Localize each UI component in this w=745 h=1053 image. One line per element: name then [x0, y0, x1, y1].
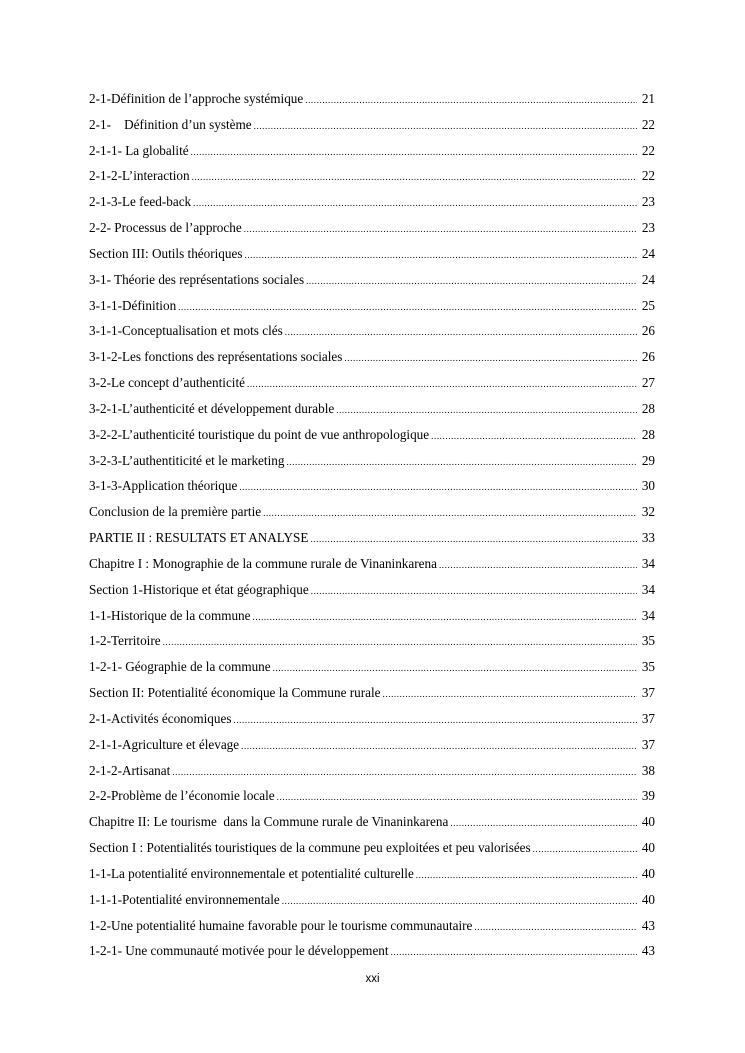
- toc-entry[interactable]: [89, 293, 655, 319]
- toc-entry[interactable]: [89, 706, 655, 732]
- toc-dot-leader: [247, 372, 637, 398]
- toc-entry-page: 40: [641, 814, 655, 830]
- toc-entry-title: 2-1-Activités économiques: [89, 710, 232, 726]
- toc-entry-page: 27: [641, 375, 655, 391]
- toc-entry[interactable]: [89, 758, 655, 784]
- toc-entry-title: 1-2-Territoire: [89, 633, 161, 649]
- toc-entry[interactable]: [89, 551, 655, 577]
- toc-entry-page: 23: [641, 220, 655, 236]
- toc-entry-page: 21: [641, 91, 655, 106]
- toc-dot-leader: [163, 630, 637, 656]
- toc-entry-title: PARTIE II : RESULTATS ET ANALYSE: [89, 530, 309, 546]
- toc-dot-leader: [282, 889, 637, 915]
- toc-entry[interactable]: [89, 422, 655, 448]
- toc-entry-title: 2-1-3-Le feed-back: [89, 194, 192, 210]
- toc-entry-title: 3-1- Théorie des représentations sociales: [89, 271, 305, 287]
- toc-entry[interactable]: [89, 473, 655, 499]
- toc-dot-leader: [344, 346, 637, 372]
- toc-entry[interactable]: [89, 525, 655, 551]
- toc-dot-leader: [178, 295, 637, 321]
- toc-entry-title: Chapitre I : Monographie de la commune rurale de Vinaninkarena: [89, 555, 437, 571]
- toc-dot-leader: [474, 915, 637, 941]
- toc-entry-page: 26: [641, 349, 655, 365]
- toc-dot-leader: [191, 140, 637, 166]
- toc-entry[interactable]: [89, 732, 655, 758]
- toc-dot-leader: [336, 398, 637, 424]
- toc-entry-title: 2-1-1- La globalité: [89, 142, 189, 158]
- toc-entry-title: Section III: Outils théoriques: [89, 245, 243, 261]
- toc-dot-leader: [233, 708, 637, 734]
- toc-entry[interactable]: [89, 913, 655, 939]
- toc-entry-title: 3-1-3-Application théorique: [89, 478, 238, 494]
- toc-entry[interactable]: [89, 809, 655, 835]
- toc-entry[interactable]: [89, 189, 655, 215]
- toc-dot-leader: [305, 88, 637, 114]
- toc-dot-leader: [254, 114, 637, 140]
- toc-entry-title: 2-2- Processus de l’approche: [89, 220, 242, 236]
- toc-entry-page: 37: [641, 736, 655, 752]
- toc-entry-title: Section I : Potentialités touristiques de la commune peu exploitées et peu valorisées: [89, 840, 531, 856]
- toc-dot-leader: [172, 760, 637, 786]
- toc-entry[interactable]: [89, 577, 655, 603]
- toc-entry-page: 38: [641, 762, 655, 778]
- toc-entry-page: 39: [641, 788, 655, 804]
- toc-entry-page: 22: [641, 142, 655, 158]
- toc-dot-leader: [273, 656, 637, 682]
- toc-entry[interactable]: [89, 267, 655, 293]
- toc-entry-page: 23: [641, 194, 655, 210]
- toc-entry[interactable]: [89, 680, 655, 706]
- toc-entry-title: 3-1-2-Les fonctions des représentations sociales: [89, 349, 343, 365]
- toc-entry-title: 1-2-Une potentialité humaine favorable pour le tourisme communautaire: [89, 917, 473, 933]
- toc-entry[interactable]: [89, 603, 655, 629]
- toc-dot-leader: [285, 320, 637, 346]
- toc-entry[interactable]: [89, 654, 655, 680]
- toc-entry-page: 43: [641, 917, 655, 933]
- toc-entry-page: 40: [641, 865, 655, 881]
- toc-dot-leader: [241, 734, 637, 760]
- toc-entry[interactable]: [89, 861, 655, 887]
- toc-dot-leader: [286, 450, 637, 476]
- toc-entry-title: 2-1-Définition de l’approche systémique: [89, 91, 304, 106]
- toc-entry-page: 25: [641, 297, 655, 313]
- toc-dot-leader: [193, 191, 637, 217]
- toc-entry[interactable]: [89, 318, 655, 344]
- toc-dot-leader: [311, 579, 637, 605]
- toc-dot-leader: [306, 269, 637, 295]
- toc-entry-page: 26: [641, 323, 655, 339]
- toc-entry-page: 30: [641, 478, 655, 494]
- toc-entry-title: Chapitre II: Le tourisme dans la Commune rurale de Vinaninkarena: [89, 814, 449, 830]
- toc-entry[interactable]: [89, 396, 655, 422]
- toc-entry-page: 33: [641, 530, 655, 546]
- toc-entry-title: Section II: Potentialité économique la Commune rurale: [89, 685, 381, 701]
- page-number: xxi: [365, 973, 380, 985]
- toc-dot-leader: [416, 863, 637, 889]
- toc-dot-leader: [244, 243, 637, 269]
- toc-entry-title: Section 1-Historique et état géographique: [89, 581, 309, 597]
- toc-entry-title: 2-2-Problème de l’économie locale: [89, 788, 275, 804]
- toc-entry-title: 1-1-1-Potentialité environnementale: [89, 891, 280, 907]
- toc-entry-title: 3-2-3-L’authentiticité et le marketing: [89, 452, 285, 468]
- toc-entry[interactable]: [89, 344, 655, 370]
- toc-entry[interactable]: [89, 241, 655, 267]
- toc-entry[interactable]: [89, 499, 655, 525]
- toc-entry[interactable]: [89, 112, 655, 138]
- toc-entry[interactable]: [89, 628, 655, 654]
- toc-entry-title: 2-1-2-L’interaction: [89, 168, 190, 184]
- toc-entry[interactable]: [89, 448, 655, 474]
- table-of-contents: [89, 86, 655, 964]
- toc-entry-page: 35: [641, 659, 655, 675]
- toc-entry-title: 3-1-1-Définition: [89, 297, 177, 313]
- toc-entry-page: 40: [641, 891, 655, 907]
- toc-entry-page: 28: [641, 426, 655, 442]
- toc-dot-leader: [450, 811, 637, 837]
- toc-dot-leader: [192, 165, 637, 191]
- toc-entry-page: 22: [641, 168, 655, 184]
- toc-entry-title: 2-1-2-Artisanat: [89, 762, 171, 778]
- toc-dot-leader: [383, 682, 637, 708]
- toc-entry-page: 40: [641, 840, 655, 856]
- toc-dot-leader: [263, 501, 637, 527]
- toc-entry[interactable]: [89, 215, 655, 241]
- toc-entry-page: 29: [641, 452, 655, 468]
- toc-dot-leader: [253, 605, 637, 631]
- toc-entry-page: 34: [641, 555, 655, 571]
- toc-entry-title: 3-2-Le concept d’authenticité: [89, 375, 245, 391]
- toc-entry-page: 24: [641, 245, 655, 261]
- toc-entry[interactable]: [89, 887, 655, 913]
- toc-entry-page: 32: [641, 504, 655, 520]
- toc-entry[interactable]: [89, 163, 655, 189]
- toc-entry[interactable]: [89, 938, 655, 964]
- toc-entry-page: 43: [641, 943, 655, 959]
- toc-entry-page: 34: [641, 581, 655, 597]
- toc-dot-leader: [439, 553, 637, 579]
- toc-entry-title: 2-1- Définition d’un système: [89, 116, 252, 132]
- toc-entry-title: 1-1-La potentialité environnementale et potentialité culturelle: [89, 865, 414, 881]
- toc-dot-leader: [244, 217, 637, 243]
- toc-entry[interactable]: [89, 783, 655, 809]
- toc-entry-title: 3-2-1-L’authenticité et développement durable: [89, 400, 335, 416]
- toc-entry-page: 28: [641, 400, 655, 416]
- toc-entry-title: 1-2-1- Une communauté motivée pour le développement: [89, 943, 389, 959]
- toc-entry-title: 3-1-1-Conceptualisation et mots clés: [89, 323, 283, 339]
- toc-dot-leader: [533, 837, 637, 863]
- toc-entry-page: 24: [641, 271, 655, 287]
- toc-entry[interactable]: [89, 370, 655, 396]
- toc-dot-leader: [239, 475, 637, 501]
- toc-dot-leader: [391, 940, 637, 966]
- toc-dot-leader: [310, 527, 637, 553]
- toc-entry[interactable]: [89, 138, 655, 164]
- toc-entry-title: 3-2-2-L’authenticité touristique du point de vue anthropologique: [89, 426, 430, 442]
- toc-entry-page: 37: [641, 685, 655, 701]
- toc-entry-page: 35: [641, 633, 655, 649]
- toc-entry-title: Conclusion de la première partie: [89, 504, 262, 520]
- toc-entry[interactable]: [89, 86, 655, 112]
- toc-dot-leader: [277, 785, 637, 811]
- toc-entry-page: 34: [641, 607, 655, 623]
- toc-entry-page: 37: [641, 710, 655, 726]
- toc-entry-title: 2-1-1-Agriculture et élevage: [89, 736, 240, 752]
- toc-entry-page: 22: [641, 116, 655, 132]
- toc-entry-title: 1-2-1- Géographie de la commune: [89, 659, 271, 675]
- toc-entry[interactable]: [89, 835, 655, 861]
- toc-dot-leader: [431, 424, 637, 450]
- toc-entry-title: 1-1-Historique de la commune: [89, 607, 251, 623]
